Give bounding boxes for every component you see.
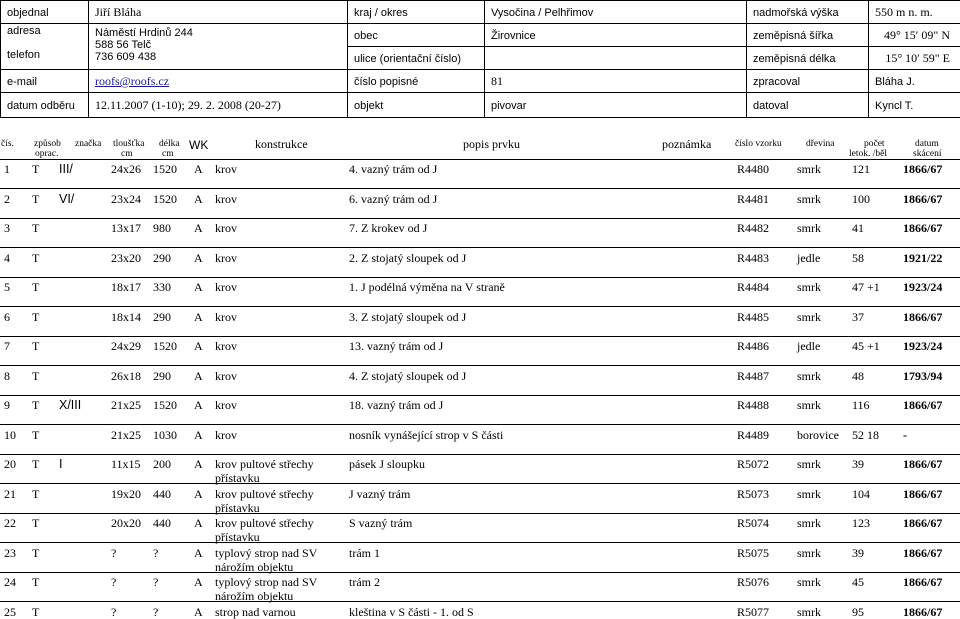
- latitude-value: 49° 15′ 09" N: [869, 24, 960, 47]
- phone-label: telefon: [7, 49, 41, 61]
- cell-felling: 1923/24: [903, 339, 943, 353]
- cell-rings: 45: [852, 575, 864, 589]
- email-label: e-mail: [1, 70, 89, 93]
- cell-description: 3. Z stojatý sloupek od J: [349, 309, 467, 324]
- cell-no: 24: [4, 575, 16, 589]
- cell-description: 7. Z krokev od J: [349, 221, 428, 235]
- address-line1: Náměstí Hrdinů 244: [95, 27, 193, 39]
- cell-felling: 1866/67: [903, 191, 943, 206]
- cell-wk: A: [194, 398, 203, 412]
- cell-no: 4: [4, 250, 10, 265]
- table-row: [0, 219, 960, 248]
- cell-size: 24x29: [111, 339, 141, 353]
- cell-no: 5: [4, 280, 10, 294]
- owner-value: Jiří Bláha: [89, 1, 348, 24]
- cell-wk: A: [194, 339, 203, 353]
- cell-wk: A: [194, 250, 203, 265]
- cell-length: 1520: [153, 398, 177, 412]
- cell-felling: 1921/22: [903, 250, 943, 265]
- cell-species: smrk: [797, 604, 821, 619]
- cell-rings: 39: [852, 457, 864, 471]
- cell-no: 7: [4, 339, 10, 353]
- cell-method: T: [32, 250, 40, 265]
- table-row: [0, 160, 960, 189]
- cell-wk: A: [194, 368, 203, 383]
- cell-rings: 47 +1: [852, 280, 880, 294]
- cell-species: borovice: [797, 427, 839, 442]
- cell-sample: R4485: [737, 309, 770, 324]
- cell-length: 1030: [153, 427, 177, 442]
- altitude-value: 550 m n. m.: [869, 1, 960, 24]
- cell-mark: III/: [59, 162, 73, 176]
- cell-method: T: [32, 309, 40, 324]
- cell-description: 2. Z stojatý sloupek od J: [349, 250, 467, 265]
- object-label: objekt: [348, 93, 485, 118]
- cell-no: 23: [4, 545, 16, 560]
- col-description: popis prvku: [463, 137, 520, 151]
- cell-description: nosník vynášející strop v S části: [349, 427, 504, 442]
- cell-rings: 41: [852, 221, 864, 235]
- cell-length: 290: [153, 250, 171, 265]
- cell-mark: I: [59, 457, 63, 471]
- cell-rings: 58: [852, 250, 864, 265]
- cell-method: T: [32, 398, 40, 412]
- cell-rings: 52 18: [852, 427, 879, 442]
- cell-no: 22: [4, 516, 16, 530]
- cell-size: 26x18: [111, 368, 141, 383]
- latitude-label: zeměpisná šířka: [747, 24, 869, 47]
- col-count-a: počet: [864, 139, 885, 149]
- email-link[interactable]: roofs@roofs.cz: [95, 74, 170, 88]
- cell-description: S vazný trám: [349, 516, 413, 530]
- cell-construction: krov: [215, 250, 237, 265]
- col-note: poznámka: [662, 137, 712, 151]
- cell-method: T: [32, 486, 40, 501]
- region-value: Vysočina / Pelhřimov: [485, 1, 747, 24]
- col-construction: konstrukce: [255, 137, 308, 151]
- cell-wk: A: [194, 309, 203, 324]
- cell-size: 21x25: [111, 427, 141, 442]
- col-sample: číslo vzorku: [735, 139, 782, 149]
- street-label: ulice (orientační číslo): [348, 47, 485, 70]
- col-date-b: skácení: [913, 149, 942, 159]
- cell-description: kleština v S části - 1. od S: [349, 604, 474, 619]
- cell-construction: krov: [215, 368, 237, 383]
- cell-species: smrk: [797, 221, 821, 235]
- cell-construction: krov pultové střechy přístavku: [215, 486, 314, 515]
- cell-sample: R4487: [737, 368, 770, 383]
- cell-wk: A: [194, 575, 203, 589]
- cell-description: J vazný trám: [349, 486, 411, 501]
- col-count-b: letok. /běl: [849, 149, 887, 159]
- cell-felling: 1866/67: [903, 309, 943, 324]
- cell-method: T: [32, 545, 40, 560]
- cell-size: 11x15: [111, 457, 141, 471]
- cell-size: 13x17: [111, 221, 141, 235]
- cell-no: 25: [4, 604, 16, 619]
- cell-construction: krov: [215, 162, 237, 176]
- cell-felling: 1866/67: [903, 162, 943, 176]
- cell-length: 330: [153, 280, 171, 294]
- col-length-a: délka: [159, 139, 180, 149]
- col-mark: značka: [75, 139, 102, 149]
- cell-size: 19x20: [111, 486, 141, 501]
- cell-wk: A: [194, 516, 203, 530]
- cell-wk: A: [194, 457, 203, 471]
- cell-length: ?: [153, 604, 159, 619]
- cell-wk: A: [194, 545, 203, 560]
- longitude-label: zeměpisná délka: [747, 47, 869, 70]
- table-row: [0, 485, 960, 514]
- col-number: čís.: [1, 139, 14, 149]
- cell-description: 4. Z stojatý sloupek od J: [349, 368, 467, 383]
- col-thickness-a: tloušťka: [113, 139, 145, 149]
- table-row: [0, 396, 960, 425]
- cell-wk: A: [194, 604, 203, 619]
- cell-construction: krov: [215, 280, 237, 294]
- cell-size: 20x20: [111, 516, 141, 530]
- cell-length: 290: [153, 309, 171, 324]
- cell-sample: R4483: [737, 250, 770, 265]
- cell-species: smrk: [797, 398, 821, 412]
- cell-method: T: [32, 162, 40, 176]
- cell-length: 1520: [153, 191, 177, 206]
- cell-species: smrk: [797, 280, 821, 294]
- cell-species: jedle: [797, 339, 821, 353]
- cell-size: 18x17: [111, 280, 141, 294]
- col-wk: WK: [189, 138, 209, 152]
- table-row: [0, 249, 960, 278]
- table-row: [0, 367, 960, 396]
- cell-no: 2: [4, 191, 10, 206]
- cell-wk: A: [194, 221, 203, 235]
- cell-sample: R5076: [737, 575, 770, 589]
- cell-felling: 1866/67: [903, 604, 943, 619]
- cell-method: T: [32, 427, 40, 442]
- cell-rings: 104: [852, 486, 870, 501]
- table-row: [0, 544, 960, 573]
- sampling-value: 12.11.2007 (1-10); 29. 2. 2008 (20-27): [89, 93, 348, 118]
- cell-description: 4. vazný trám od J: [349, 162, 438, 176]
- cell-length: 1520: [153, 162, 177, 176]
- processed-label: zpracoval: [747, 70, 869, 93]
- owner-label: objednal: [1, 1, 89, 24]
- cell-no: 3: [4, 221, 10, 235]
- cell-no: 1: [4, 162, 10, 176]
- cell-size: 23x20: [111, 250, 141, 265]
- house-number-value: 81: [485, 70, 747, 93]
- cell-no: 8: [4, 368, 10, 383]
- cell-construction: typlový strop nad SV nárožím objektu: [215, 545, 318, 574]
- cell-description: 13. vazný trám od J: [349, 339, 444, 353]
- cell-species: smrk: [797, 516, 821, 530]
- cell-length: 440: [153, 516, 171, 530]
- cell-length: 440: [153, 486, 171, 501]
- municipality-label: obec: [348, 24, 485, 47]
- cell-method: T: [32, 516, 40, 530]
- cell-construction: krov: [215, 427, 237, 442]
- cell-felling: 1923/24: [903, 280, 943, 294]
- cell-method: T: [32, 368, 40, 383]
- cell-rings: 45 +1: [852, 339, 880, 353]
- cell-construction: krov pultové střechy přístavku: [215, 516, 314, 544]
- col-date-a: datum: [915, 139, 939, 149]
- cell-construction: typlový strop nad SV nárožím objektu: [215, 575, 318, 603]
- cell-rings: 37: [852, 309, 864, 324]
- cell-size: ?: [111, 604, 117, 619]
- cell-no: 20: [4, 457, 16, 471]
- cell-sample: R4486: [737, 339, 770, 353]
- cell-length: 290: [153, 368, 171, 383]
- cell-rings: 116: [852, 398, 870, 412]
- col-length-b: cm: [162, 149, 174, 159]
- cell-mark: X/III: [59, 398, 82, 412]
- cell-no: 6: [4, 309, 10, 324]
- cell-species: smrk: [797, 368, 821, 383]
- cell-length: 200: [153, 457, 171, 471]
- cell-no: 21: [4, 486, 16, 501]
- table-row: [0, 337, 960, 366]
- region-label: kraj / okres: [348, 1, 485, 24]
- cell-sample: R5074: [737, 516, 770, 530]
- col-species: dřevina: [806, 139, 835, 149]
- table-row: [0, 603, 960, 619]
- longitude-value: 15° 10′ 59" E: [869, 47, 960, 70]
- cell-rings: 48: [852, 368, 864, 383]
- cell-felling: 1866/67: [903, 516, 943, 530]
- cell-mark: VI/: [59, 191, 75, 206]
- cell-felling: 1866/67: [903, 486, 943, 501]
- cell-method: T: [32, 339, 40, 353]
- cell-size: 23x24: [111, 191, 141, 206]
- cell-method: T: [32, 191, 40, 206]
- cell-rings: 95: [852, 604, 864, 619]
- col-thickness-b: cm: [121, 149, 133, 159]
- cell-no: 9: [4, 398, 10, 412]
- cell-sample: R4482: [737, 221, 770, 235]
- cell-wk: A: [194, 162, 203, 176]
- municipality-value: Žirovnice: [485, 24, 747, 47]
- cell-description: trám 2: [349, 575, 380, 589]
- cell-construction: krov: [215, 309, 237, 324]
- col-method-b: oprac.: [35, 149, 59, 159]
- phone-value: 736 609 438: [95, 51, 157, 63]
- table-row: [0, 455, 960, 484]
- cell-description: 6. vazný trám od J: [349, 191, 438, 206]
- cell-wk: A: [194, 427, 203, 442]
- col-method-a: způsob: [34, 139, 61, 149]
- cell-species: smrk: [797, 457, 821, 471]
- cell-wk: A: [194, 486, 203, 501]
- cell-construction: krov: [215, 221, 237, 235]
- cell-description: 1. J podélná výměna na V straně: [349, 280, 505, 294]
- cell-rings: 121: [852, 162, 870, 176]
- cell-length: 980: [153, 221, 171, 235]
- cell-size: 24x26: [111, 162, 141, 176]
- address-label: adresa: [7, 25, 41, 37]
- cell-description: pásek J sloupku: [349, 457, 425, 471]
- cell-rings: 123: [852, 516, 870, 530]
- cell-sample: R5072: [737, 457, 770, 471]
- cell-method: T: [32, 604, 40, 619]
- object-value: pivovar: [485, 93, 747, 118]
- cell-wk: A: [194, 280, 203, 294]
- address-phone-labels: [1, 24, 89, 70]
- cell-method: T: [32, 221, 40, 235]
- altitude-label: nadmořská výška: [747, 1, 869, 24]
- cell-species: smrk: [797, 162, 821, 176]
- table-row: [0, 308, 960, 337]
- dated-value: Kyncl T.: [869, 93, 960, 118]
- cell-construction: krov: [215, 339, 237, 353]
- cell-species: smrk: [797, 575, 821, 589]
- cell-description: 18. vazný trám od J: [349, 398, 444, 412]
- cell-size: 21x25: [111, 398, 141, 412]
- table-row: [0, 190, 960, 219]
- cell-species: smrk: [797, 545, 821, 560]
- street-value: [485, 47, 747, 70]
- cell-felling: -: [903, 427, 907, 442]
- cell-species: smrk: [797, 309, 821, 324]
- cell-species: jedle: [797, 250, 821, 265]
- cell-sample: R4481: [737, 191, 770, 206]
- cell-felling: 1866/67: [903, 575, 943, 589]
- table-row: [0, 514, 960, 543]
- cell-sample: R5077: [737, 604, 770, 619]
- cell-construction: strop nad varnou: [215, 604, 296, 619]
- cell-sample: R5075: [737, 545, 770, 560]
- table-row: [0, 426, 960, 455]
- cell-sample: R4480: [737, 162, 770, 176]
- address-line2: 588 56 Telč: [95, 39, 152, 51]
- cell-felling: 1866/67: [903, 398, 943, 412]
- cell-construction: krov pultové střechy přístavku: [215, 457, 314, 485]
- dated-label: datoval: [747, 93, 869, 118]
- cell-no: 10: [4, 427, 16, 442]
- cell-rings: 100: [852, 191, 870, 206]
- cell-sample: R5073: [737, 486, 770, 501]
- cell-construction: krov: [215, 398, 237, 412]
- cell-wk: A: [194, 191, 203, 206]
- cell-species: smrk: [797, 191, 821, 206]
- cell-felling: 1866/67: [903, 457, 943, 471]
- cell-method: T: [32, 457, 40, 471]
- cell-method: T: [32, 575, 40, 589]
- sampling-label: datum odběru: [1, 93, 89, 118]
- cell-length: 1520: [153, 339, 177, 353]
- cell-sample: R4488: [737, 398, 770, 412]
- address-values: [89, 24, 348, 70]
- header-table: [0, 0, 960, 118]
- cell-felling: 1866/67: [903, 221, 943, 235]
- cell-length: ?: [153, 545, 159, 560]
- cell-method: T: [32, 280, 40, 294]
- cell-size: 18x14: [111, 309, 141, 324]
- cell-sample: R4489: [737, 427, 770, 442]
- cell-description: trám 1: [349, 545, 380, 560]
- table-row: [0, 278, 960, 307]
- cell-construction: krov: [215, 191, 237, 206]
- cell-felling: 1866/67: [903, 545, 943, 560]
- cell-size: ?: [111, 575, 117, 589]
- cell-sample: R4484: [737, 280, 770, 294]
- processed-value: Bláha J.: [869, 70, 960, 93]
- cell-length: ?: [153, 575, 159, 589]
- cell-rings: 39: [852, 545, 864, 560]
- cell-size: ?: [111, 545, 117, 560]
- cell-species: smrk: [797, 486, 821, 501]
- house-number-label: číslo popisné: [348, 70, 485, 93]
- table-row: [0, 573, 960, 602]
- cell-felling: 1793/94: [903, 368, 943, 383]
